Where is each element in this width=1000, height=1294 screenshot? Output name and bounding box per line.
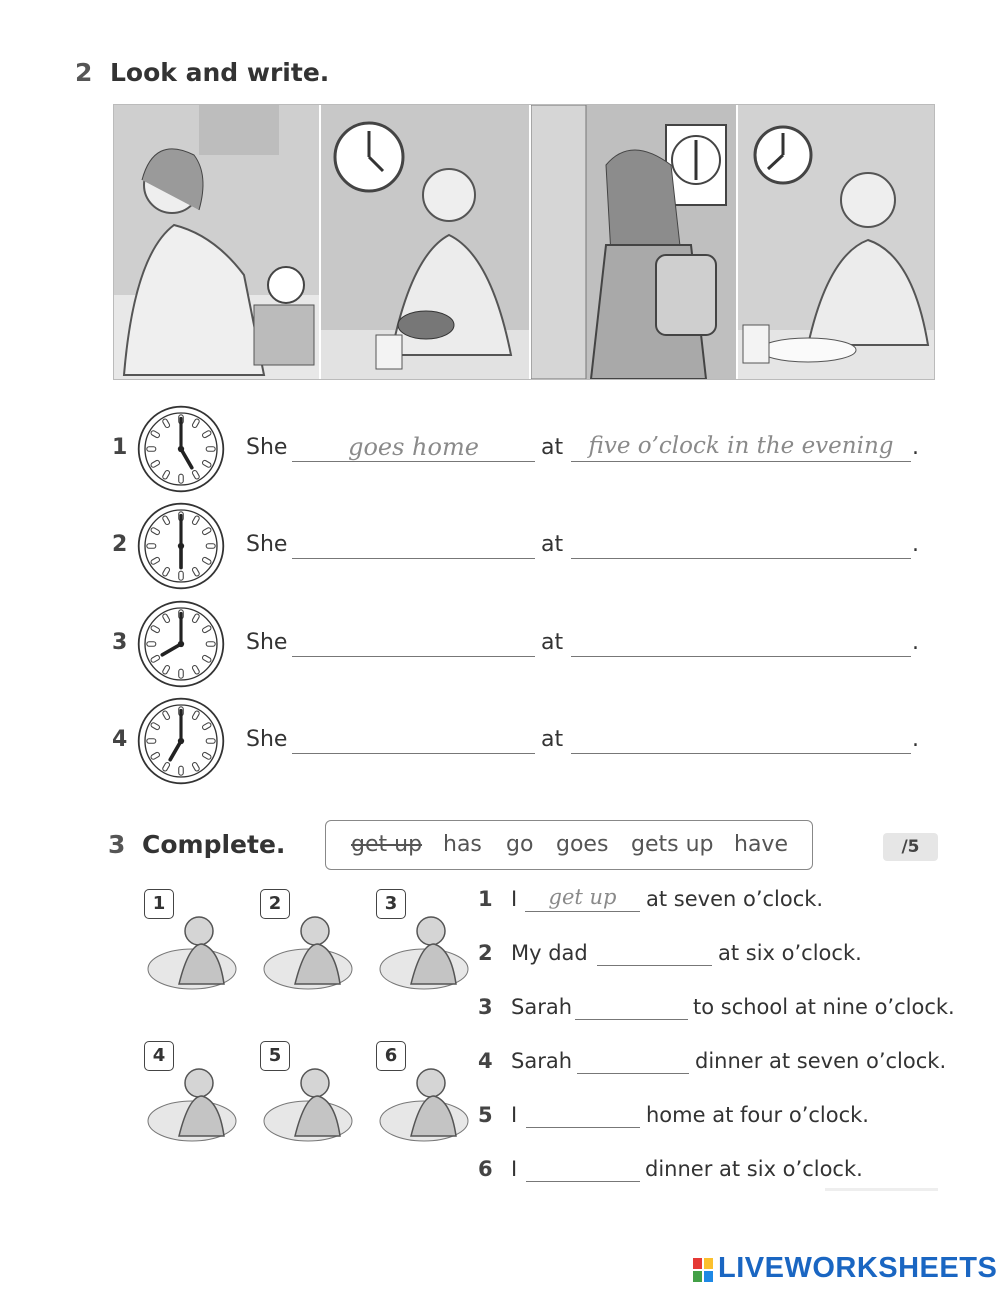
breakfast-illustration <box>321 105 529 379</box>
sentence-ending: home at four o’clock. <box>646 1103 869 1127</box>
she-label: She <box>246 630 288 655</box>
clock-icon <box>136 696 226 786</box>
sentence-period: . <box>912 435 919 460</box>
sentence-answer-field[interactable] <box>577 1047 689 1074</box>
time-answer-text: five o’clock in the evening <box>588 433 894 459</box>
word-box-item: get up <box>351 832 423 857</box>
word-box-item: have <box>734 832 788 857</box>
sentence-answer-field[interactable] <box>597 939 712 966</box>
sentence-number: 3 <box>478 995 493 1019</box>
picture-number-label: 2 <box>260 889 290 919</box>
sentence-period: . <box>912 630 919 655</box>
liveworksheets-logo-icon <box>693 1258 713 1282</box>
at-label: at <box>541 727 564 752</box>
sentence-number: 4 <box>478 1049 493 1073</box>
question-number: 3 <box>112 630 128 655</box>
picture-number-label: 5 <box>260 1041 290 1071</box>
action-answer-field[interactable] <box>292 530 535 559</box>
panel-breakfast <box>321 105 531 379</box>
dinner-illustration <box>738 105 934 379</box>
sentence-number: 2 <box>478 941 493 965</box>
sentence-ending: at seven o’clock. <box>646 887 824 911</box>
liveworksheets-logo: LIVEWORKSHEETS <box>718 1252 998 1284</box>
time-answer-field[interactable] <box>571 628 911 657</box>
divider <box>825 1188 938 1191</box>
picture-number-label: 4 <box>144 1041 174 1071</box>
sentence-subject: Sarah <box>511 1049 573 1073</box>
clock-face <box>136 404 226 494</box>
sentence-subject: I <box>511 1103 518 1127</box>
sentence-ending: to school at nine o’clock. <box>693 995 955 1019</box>
time-answer-field[interactable] <box>571 725 911 754</box>
clock-icon <box>136 599 226 689</box>
clock-face <box>136 501 226 591</box>
action-answer-field[interactable] <box>292 433 535 462</box>
sentence-ending: at six o’clock. <box>718 941 862 965</box>
sentence-ending: dinner at six o’clock. <box>645 1157 863 1181</box>
leaving-home-illustration <box>531 105 736 379</box>
time-answer-field[interactable] <box>571 433 911 462</box>
sentence-number: 5 <box>478 1103 493 1127</box>
sentence-answer-text: get up <box>548 885 617 909</box>
sentence-number: 1 <box>478 887 493 911</box>
sentence-subject: I <box>511 1157 518 1181</box>
exercise-2-number: 2 <box>75 58 93 87</box>
picture-number-label: 6 <box>376 1041 406 1071</box>
sentence-answer-field[interactable] <box>526 1101 640 1128</box>
sentence-period: . <box>912 532 919 557</box>
question-number: 1 <box>112 435 128 460</box>
exercise-2-title: Look and write. <box>110 58 330 87</box>
clock-icon <box>136 404 226 494</box>
question-number: 4 <box>112 727 128 752</box>
panel-leaving-home <box>531 105 738 379</box>
word-box-item: gets up <box>631 832 714 857</box>
action-answer-field[interactable] <box>292 628 535 657</box>
picture-number-label: 3 <box>376 889 406 919</box>
word-box-item: go <box>506 832 534 857</box>
action-answer-field[interactable] <box>292 725 535 754</box>
word-box <box>325 820 813 870</box>
exercise-3-title: Complete. <box>142 830 286 859</box>
illustration-strip <box>113 104 935 380</box>
she-label: She <box>246 532 288 557</box>
at-label: at <box>541 630 564 655</box>
sentence-period: . <box>912 727 919 752</box>
panel-waking-up <box>114 105 321 379</box>
picture-number-label: 1 <box>144 889 174 919</box>
time-answer-field[interactable] <box>571 530 911 559</box>
she-label: She <box>246 435 288 460</box>
clock-face <box>136 696 226 786</box>
exercise-3-number: 3 <box>108 830 126 859</box>
sentence-answer-field[interactable] <box>526 1155 640 1182</box>
sentence-number: 6 <box>478 1157 493 1181</box>
panel-dinner <box>738 105 934 379</box>
sentence-subject: Sarah <box>511 995 573 1019</box>
word-box-item: has <box>443 832 482 857</box>
she-label: She <box>246 727 288 752</box>
clock-face <box>136 599 226 689</box>
at-label: at <box>541 532 564 557</box>
action-answer-text: goes home <box>348 433 479 461</box>
sentence-ending: dinner at seven o’clock. <box>695 1049 947 1073</box>
sentence-answer-field[interactable] <box>525 885 640 912</box>
question-number: 2 <box>112 532 128 557</box>
sentence-subject: My dad <box>511 941 588 965</box>
sentence-answer-field[interactable] <box>575 993 688 1020</box>
at-label: at <box>541 435 564 460</box>
score-box: /5 <box>883 833 938 861</box>
sentence-subject: I <box>511 887 518 911</box>
clock-icon <box>136 501 226 591</box>
waking-up-illustration <box>114 105 319 379</box>
word-box-item: goes <box>556 832 609 857</box>
